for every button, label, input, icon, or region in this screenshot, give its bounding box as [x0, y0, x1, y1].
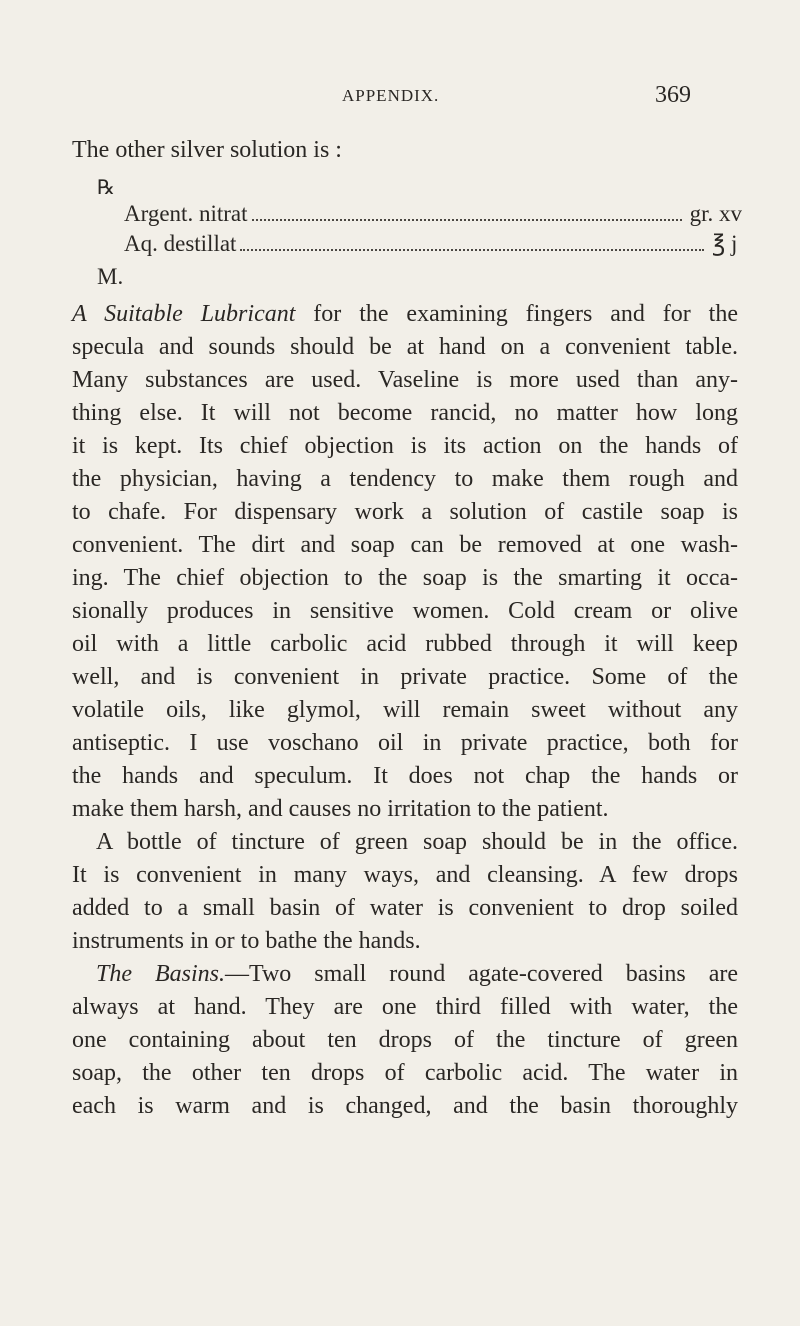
- lubricant-text: for the examining fingers and for the: [295, 301, 738, 327]
- lubricant-heading: A Suitable Lubricant: [72, 301, 296, 327]
- prescription-item-name: Aq. destillat: [124, 231, 237, 256]
- lubricant-line: volatile oils, like glymol, will remain sweet without any: [72, 697, 738, 723]
- lubricant-line: [72, 298, 738, 331]
- lubricant-line: the physician, having a tendency to make them rough and: [72, 466, 738, 492]
- lubricant-line: Many substances are used. Vaseline is more used than any-: [72, 367, 738, 393]
- basins-heading: The Basins.: [96, 961, 225, 987]
- lubricant-line: oil with a little carbolic acid rubbed through it will keep: [72, 631, 738, 657]
- soap-line: It is convenient in many ways, and cleansing. A few drops: [72, 862, 738, 888]
- basins-line: one containing about ten drops of the tincture of green: [72, 1027, 738, 1053]
- lubricant-line: to chafe. For dispensary work a solution of castile soap is: [72, 499, 738, 525]
- leader-dots: [240, 248, 704, 251]
- running-head: [0, 82, 800, 116]
- prescription-item-amount: gr. xv: [689, 201, 742, 226]
- basins-text: —Two small round agate-covered basins are: [224, 961, 738, 987]
- soap-line: A bottle of tincture of green soap should be in the office.: [96, 829, 738, 855]
- lubricant-line: convenient. The dirt and soap can be removed at one wash-: [72, 532, 738, 558]
- basins-line: always at hand. They are one third filled with water, the: [72, 994, 738, 1020]
- basins-line: [96, 958, 738, 991]
- lubricant-line: ing. The chief objection to the soap is the smarting it occa-: [72, 565, 738, 591]
- lubricant-line: it is kept. Its chief objection is its action on the hands of: [72, 433, 738, 459]
- prescription-item: [124, 229, 742, 259]
- lubricant-line: thing else. It will not become rancid, no matter how long: [72, 400, 738, 426]
- basins-line: each is warm and is changed, and the basin thoroughly: [72, 1093, 738, 1119]
- lubricant-line: sionally produces in sensitive women. Cold cream or olive: [72, 598, 738, 624]
- prescription-item-amount: ℥ j: [712, 231, 738, 256]
- lubricant-line: antiseptic. I use voschano oil in private practice, both for: [72, 730, 738, 756]
- lubricant-line: well, and is convenient in private practice. Some of the: [72, 664, 738, 690]
- lubricant-line: make them harsh, and causes no irritation to the patient.: [72, 796, 609, 822]
- prescription-intro: The other silver solution is :: [72, 137, 342, 163]
- soap-line: instruments in or to bathe the hands.: [72, 928, 421, 954]
- basins-line: soap, the other ten drops of carbolic acid. The water in: [72, 1060, 738, 1086]
- lubricant-line: the hands and speculum. It does not chap the hands or: [72, 763, 738, 789]
- leader-dots: [252, 218, 682, 221]
- prescription-item: [124, 199, 742, 229]
- page-number: 369: [655, 82, 691, 108]
- soap-line: added to a small basin of water is convenient to drop soiled: [72, 895, 738, 921]
- prescription-misce: M.: [97, 264, 124, 289]
- running-title: APPENDIX.: [342, 86, 440, 105]
- prescription-symbol: ℞: [97, 177, 115, 199]
- prescription-item-name: Argent. nitrat: [124, 201, 248, 226]
- lubricant-line: specula and sounds should be at hand on a convenient table.: [72, 334, 738, 360]
